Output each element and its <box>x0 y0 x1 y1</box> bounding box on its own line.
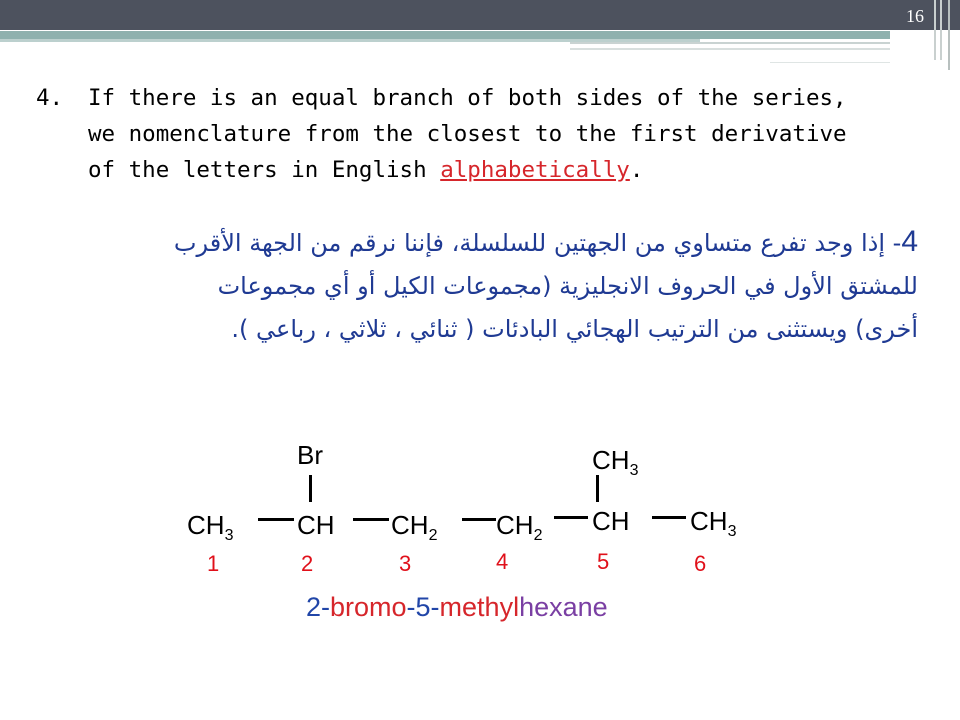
chain-bond <box>353 518 389 521</box>
point-line-2: we nomenclature from the closest to the first derivative <box>88 121 847 147</box>
arabic-line-2: للمشتق الأول في الحروف الانجليزية (مجموعات الكيل أو أي مجموعات <box>217 272 918 300</box>
chain-group-4: $CH_2$ <box>496 510 543 544</box>
iupac-name <box>306 592 608 623</box>
chain-group-1: $CH_3$ <box>187 510 234 544</box>
vertical-bond <box>596 475 599 502</box>
chain-bond <box>554 516 588 519</box>
arabic-number: 4 <box>901 225 918 258</box>
methyl-substituent: $CH_3$ <box>592 445 639 479</box>
point-number: 4. <box>36 85 64 111</box>
iupac-bromo: bromo <box>330 592 407 622</box>
carbon-number-5: 5 <box>597 549 610 574</box>
point-line-3-suffix: . <box>629 157 644 183</box>
chain-group-5: CH <box>592 506 630 536</box>
arabic-line-1-text: - إذا وجد تفرع متساوي من الجهتين للسلسلة، فإننا نرقم من الجهة الأقرب <box>173 229 902 257</box>
carbon-number-3: 3 <box>399 551 412 576</box>
iupac-locant-5: -5- <box>406 592 440 622</box>
chain-group-3: $CH_2$ <box>391 510 438 544</box>
chain-group-2: CH <box>297 510 335 540</box>
carbon-number-6: 6 <box>694 551 707 576</box>
iupac-hexane: hexane <box>519 592 608 622</box>
chain-bond <box>652 516 686 519</box>
iupac-methyl: methyl <box>439 592 520 622</box>
carbon-number-2: 2 <box>301 551 314 576</box>
chain-bond <box>462 518 496 521</box>
point-line-1: If there is an equal branch of both sides of the series, <box>88 85 847 111</box>
carbon-number-1: 1 <box>207 551 220 576</box>
carbon-number-4: 4 <box>496 549 509 574</box>
arabic-line-3: أخرى) ويستثنى من الترتيب الهجائي البادئات ( ثنائي ، ثلاثي ، رباعي ). <box>231 315 918 343</box>
alphabetically-link[interactable]: alphabetically <box>440 157 630 183</box>
chain-bond <box>258 518 294 521</box>
page-number: 16 <box>906 6 924 26</box>
iupac-locant-2: 2- <box>306 592 331 622</box>
bromo-substituent: Br <box>297 440 323 470</box>
point-line-3-prefix: of the letters in English <box>88 157 441 183</box>
vertical-bond <box>309 475 312 502</box>
chain-group-6: $CH_3$ <box>690 506 737 540</box>
